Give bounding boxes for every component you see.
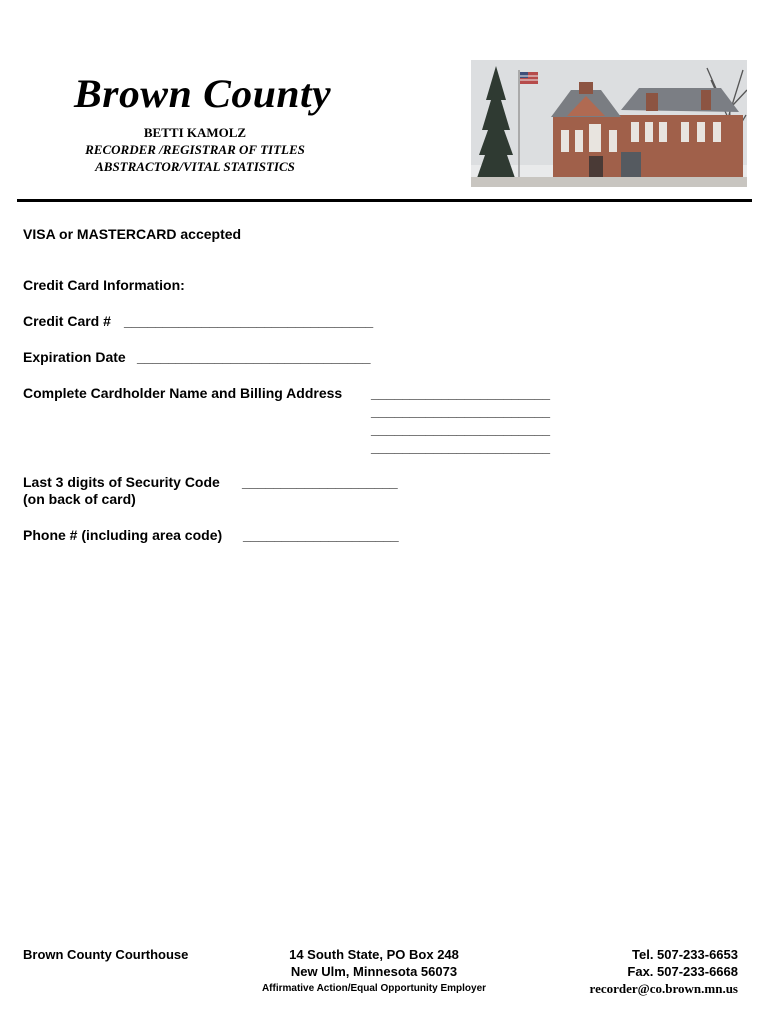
address-blank-line: _______________________ (371, 385, 551, 401)
address-line1: 14 South State, PO Box 248 (289, 947, 459, 962)
official-name: BETTI KAMOLZ (143, 125, 247, 140)
expiration-blank: ______________________________ (137, 349, 371, 365)
county-title: Brown County (74, 71, 332, 116)
card-number-label: Credit Card # (23, 313, 111, 329)
security-code-note: (on back of card) (23, 491, 136, 507)
office-name: Brown County Courthouse (23, 947, 189, 962)
courthouse-photo (471, 60, 747, 187)
header-divider (17, 199, 752, 202)
fax-number: Fax. 507-233-6668 (627, 964, 738, 979)
address-blank-line: _______________________ (371, 421, 551, 437)
phone-number: Tel. 507-233-6653 (632, 947, 738, 962)
phone-blank: ____________________ (243, 527, 399, 543)
expiration-label: Expiration Date (23, 349, 126, 365)
employer-note: Affirmative Action/Equal Opportunity Employer (261, 983, 487, 994)
footer-contact (590, 946, 738, 997)
footer-address (250, 946, 498, 997)
address-line2: New Ulm, Minnesota 56073 (290, 964, 458, 979)
security-code-blank: ____________________ (242, 474, 398, 490)
email-address: recorder@co.brown.mn.us (589, 981, 738, 996)
official-title-line1: RECORDER /REGISTRAR OF TITLES (85, 142, 305, 157)
security-code-label: Last 3 digits of Security Code (23, 474, 220, 490)
cardholder-label: Complete Cardholder Name and Billing Address (23, 385, 343, 401)
address-blank-line: _______________________ (371, 439, 551, 455)
cards-accepted-text: VISA or MASTERCARD accepted (23, 226, 242, 242)
official-title-line2: ABSTRACTOR/VITAL STATISTICS (95, 159, 295, 174)
address-blank-line: _______________________ (371, 403, 551, 419)
footer-office (23, 946, 188, 963)
card-number-blank: ________________________________ (124, 313, 374, 329)
section-heading: Credit Card Information: (23, 277, 185, 293)
phone-label: Phone # (including area code) (23, 527, 223, 543)
